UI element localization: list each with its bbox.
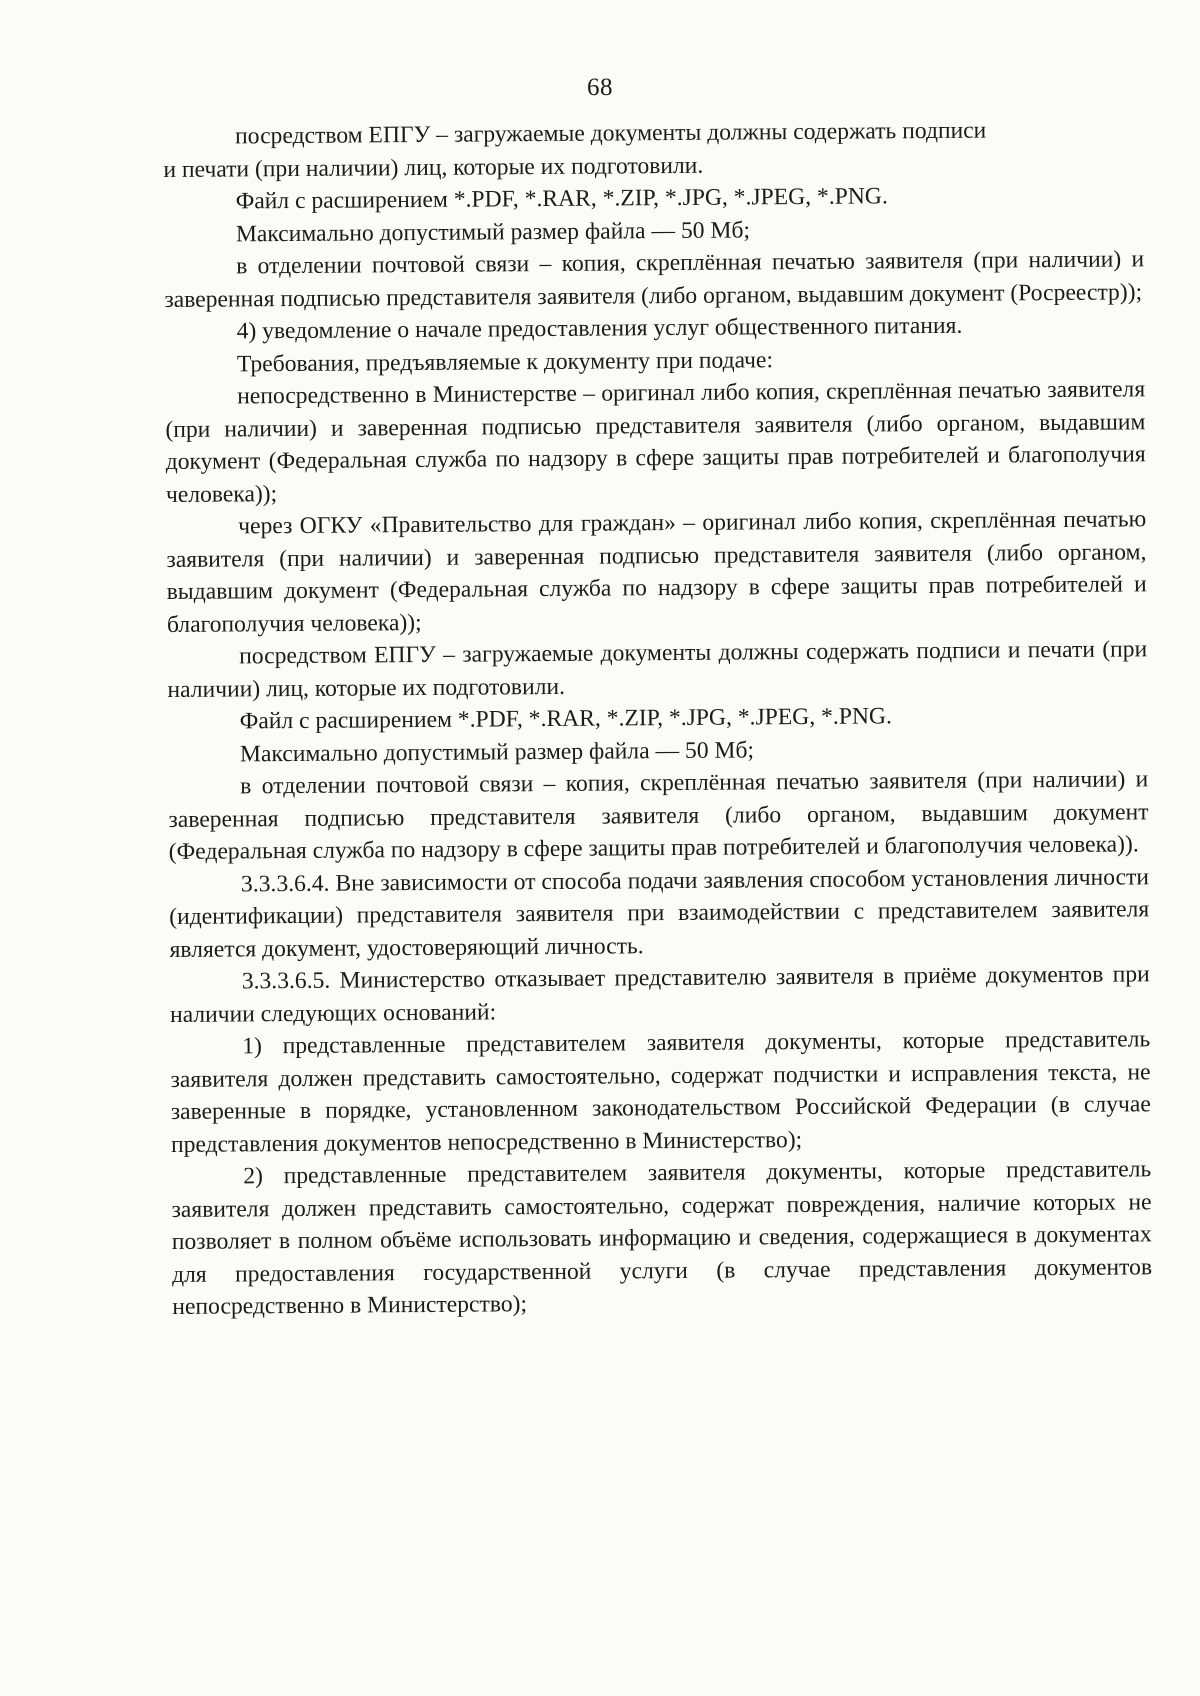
- page-number: 68: [587, 74, 613, 101]
- paragraph: в отделении почтовой связи – копия, скреплённая печатью заявителя (при наличии) и заверенная подписью представителя заявителя (либо органом, выдавшим документ (Росреестр));: [164, 246, 1145, 313]
- paragraph: и печати (при наличии) лиц, которые их подготовили.: [163, 152, 704, 183]
- paragraph: 4) уведомление о начале предоставления услуг общественного питания.: [236, 312, 963, 345]
- paragraph: Файл с расширением *.PDF, *.RAR, *.ZIP, *.JPG, *.JPEG, *.PNG.: [235, 183, 888, 215]
- paragraph: 3.3.3.6.5. Министерство отказывает представителю заявителя в приёме документов при наличии следующих оснований:: [169, 961, 1150, 1028]
- paragraph: Файл с расширением *.PDF, *.RAR, *.ZIP, *.JPG, *.JPEG, *.PNG.: [239, 703, 892, 735]
- paragraph: Максимально допустимый размер файла — 50 Мб;: [239, 736, 755, 767]
- paragraph: в отделении почтовой связи – копия, скреплённая печатью заявителя (при наличии) и заверенная подписью представителя заявителя (либо органом, выдавшим документ (Федеральная служба по надзору в сфере защиты прав потребителей и благополучия человека)).: [168, 766, 1149, 865]
- paragraph: посредством ЕПГУ – загружаемые документы должны содержать подписи и печати (при наличии) лиц, которые их подготовили.: [167, 636, 1148, 703]
- paragraph: посредством ЕПГУ – загружаемые документы должны содержать подписи: [235, 117, 987, 150]
- paragraph: непосредственно в Министерстве – оригинал либо копия, скреплённая печатью заявителя (при наличии) и заверенная подписью представителя заявителя (либо органом, выдавшим документ (Федеральная служба по надзору в сфере защиты прав потребителей и благополучия человека));: [165, 376, 1146, 508]
- paragraph: 1) представленные представителем заявителя документы, которые представитель заявителя должен представить самостоятельно, содержат подчистки и исправления текста, не заверенные в порядке, установленном законодательством Российской Федерации (в случае представления документов непосредственно в Министерство);: [170, 1026, 1151, 1158]
- paragraph: Максимально допустимый размер файла — 50 Мб;: [235, 216, 751, 247]
- paragraph: через ОГКУ «Правительство для граждан» – оригинал либо копия, скреплённая печатью заявителя (при наличии) и заверенная подписью представителя заявителя (либо органом, выдавшим документ (Федеральная служба по надзору в сфере защиты прав потребителей и благополучия человека));: [166, 506, 1147, 638]
- paragraph: 2) представленные представителем заявителя документы, которые представитель заявителя должен представить самостоятельно, содержат повреждения, наличие которых не позволяет в полном объёме использовать информацию и сведения, содержащиеся в документах для предоставления государственной услуги (в случае представления документов непосредственно в Министерство);: [171, 1156, 1153, 1320]
- paragraph: 3.3.3.6.4. Вне зависимости от способа подачи заявления способом установления личности (идентификации) представителя заявителя при взаимодействии с представителем заявителя является документ, удостоверяющий личность.: [169, 863, 1150, 963]
- paragraph: Требования, предъявляемые к документу при подаче:: [236, 346, 774, 377]
- document-body: [163, 113, 1152, 1323]
